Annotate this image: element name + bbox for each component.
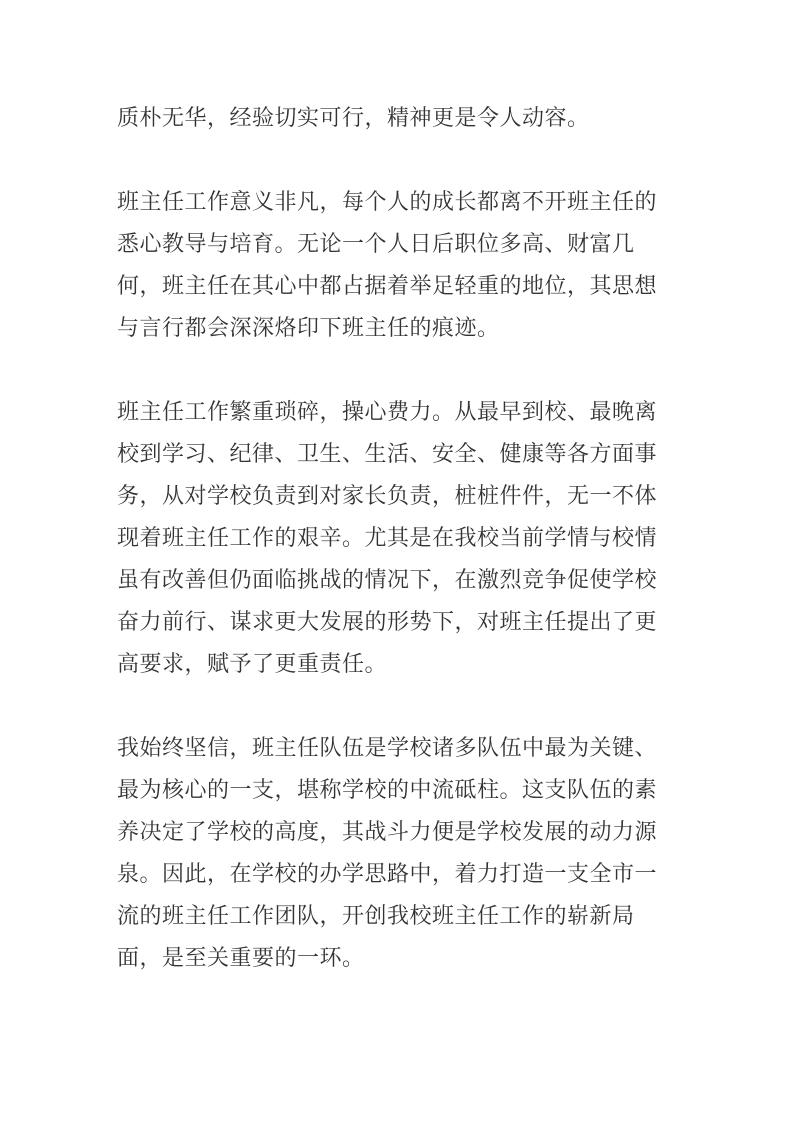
paragraph-2: 班主任工作意义非凡，每个人的成长都离不开班主任的悉心教导与培育。无论一个人日后职位多高、财富几何，班主任在其心中都占据着举足轻重的地位，其思想与言行都会深深烙印下班主任的痕迹。 (117, 189, 658, 340)
paragraph-3: 班主任工作繁重琐碎，操心费力。从最早到校、最晚离校到学习、纪律、卫生、生活、安全、健康等各方面事务，从对学校负责到对家长负责，桩桩件件，无一不体现着班主任工作的艰辛。尤其是在我校当前学情与校情虽有改善但仍面临挑战的情况下，在激烈竞争促使学校奋力前行、谋求更大发展的形势下，对班主任提出了更高要求，赋予了更重责任。 (117, 399, 658, 676)
paragraph-1: 质朴无华，经验切实可行，精神更是令人动容。 (117, 105, 590, 130)
paragraph-4: 我始终坚信，班主任队伍是学校诸多队伍中最为关键、最为核心的一支，堪称学校的中流砥柱。这支队伍的素养决定了学校的高度，其战斗力便是学校发展的动力源泉。因此，在学校的办学思路中，着力打造一支全市一流的班主任工作团队，开创我校班主任工作的崭新局面，是至关重要的一环。 (117, 735, 658, 970)
